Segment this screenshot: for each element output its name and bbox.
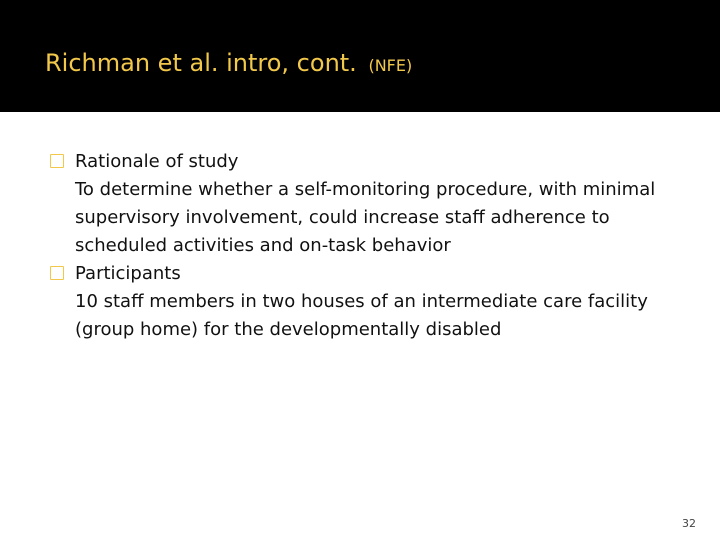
slide-content — [50, 148, 690, 344]
slide-title-suffix: (NFE) — [368, 56, 413, 75]
bullet-heading: Participants — [75, 263, 181, 284]
bullet-body: To determine whether a self-monitoring procedure, with minimal supervisory involvement, could increase staff adherence to scheduled activities and on-task behavior — [75, 179, 656, 256]
bullet-participants — [50, 260, 690, 344]
slide-title-main: Richman et al. intro, cont. — [45, 49, 357, 77]
title-bar — [0, 0, 720, 112]
slide-title — [45, 45, 412, 84]
square-bullet-icon — [50, 154, 64, 168]
square-bullet-icon — [50, 266, 64, 280]
bullet-rationale — [50, 148, 690, 260]
slide-number: 32 — [682, 517, 696, 530]
bullet-body: 10 staff members in two houses of an intermediate care facility (group home) for the developmentally disabled — [75, 291, 648, 340]
bullet-heading: Rationale of study — [75, 151, 239, 172]
